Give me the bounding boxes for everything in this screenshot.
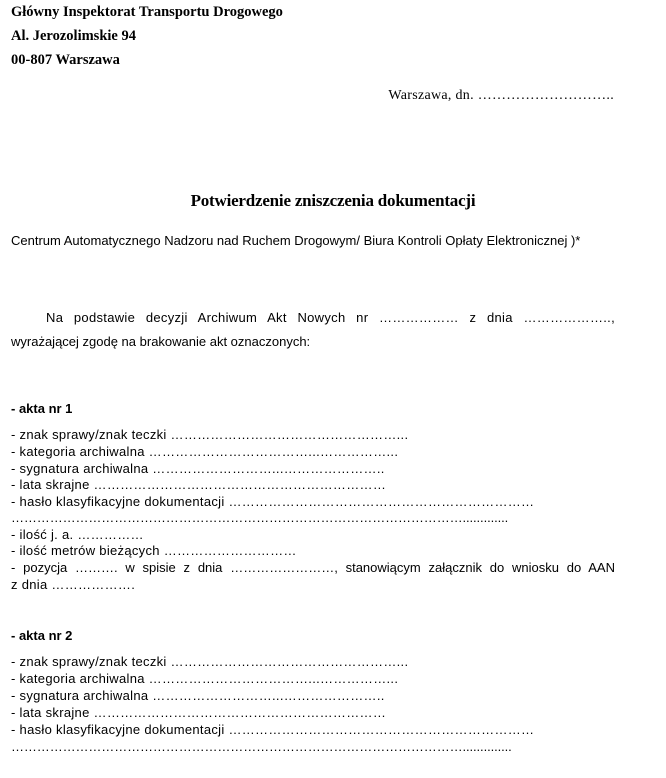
section-1-line: - sygnatura archiwalna ………………………...………………….. <box>11 461 385 476</box>
section-1-line: - hasło klasyfikacyjne dokumentacji …………………………………………………………… <box>11 494 535 509</box>
section-1-line: - ilość j. a. …………… <box>11 527 144 542</box>
section-1-heading: - akta nr 1 <box>11 401 73 416</box>
section-1-line: - lata skrajne ………………………………………………………… <box>11 477 387 492</box>
section-1-line: - ilość metrów bieżących ………………………… <box>11 543 297 558</box>
section-1-line: - pozycja ………. w spisie z dnia ……………………, stanowiącym załącznik do wniosku do AAN <box>11 560 615 575</box>
section-1-line: - kategoria archiwalna ………………………………...……………... <box>11 444 399 459</box>
section-2-line: - hasło klasyfikacyjne dokumentacji …………………………………………………………… <box>11 722 535 737</box>
section-2-line: …………………………………………………………………………………………….............. <box>11 739 512 754</box>
section-1-line: ……………………………………………………………………………………………............. <box>11 510 509 525</box>
section-1-line: z dnia ………………. <box>11 577 136 592</box>
date-line: Warszawa, dn. ……………………….. <box>388 88 614 103</box>
section-1-line: - znak sprawy/znak teczki ……………………………………………... <box>11 427 409 442</box>
section-2-line: - znak sprawy/znak teczki ……………………………………………... <box>11 654 409 669</box>
page-title: Potwierdzenie zniszczenia dokumentacji <box>190 191 476 210</box>
section-2-line: - sygnatura archiwalna ………………………...………………….. <box>11 688 385 703</box>
intro-line-2: wyrażającej zgodę na brakowanie akt oznaczonych: <box>11 334 311 349</box>
section-2-line: - kategoria archiwalna ………………………………...……………... <box>11 671 399 686</box>
intro-line-1: Na podstawie decyzji Archiwum Akt Nowych nr ……………… z dnia ……………….., <box>46 310 615 325</box>
sender-name: Główny Inspektorat Transportu Drogowego <box>11 4 283 20</box>
unit-line: Centrum Automatycznego Nadzoru nad Ruchem Drogowym/ Biura Kontroli Opłaty Elektronicznej )* <box>11 233 581 248</box>
sender-street: Al. Jerozolimskie 94 <box>11 28 136 44</box>
sender-city: 00-807 Warszawa <box>11 52 120 68</box>
section-2-line: - lata skrajne ………………………………………………………… <box>11 705 387 720</box>
section-2-heading: - akta nr 2 <box>11 628 73 643</box>
